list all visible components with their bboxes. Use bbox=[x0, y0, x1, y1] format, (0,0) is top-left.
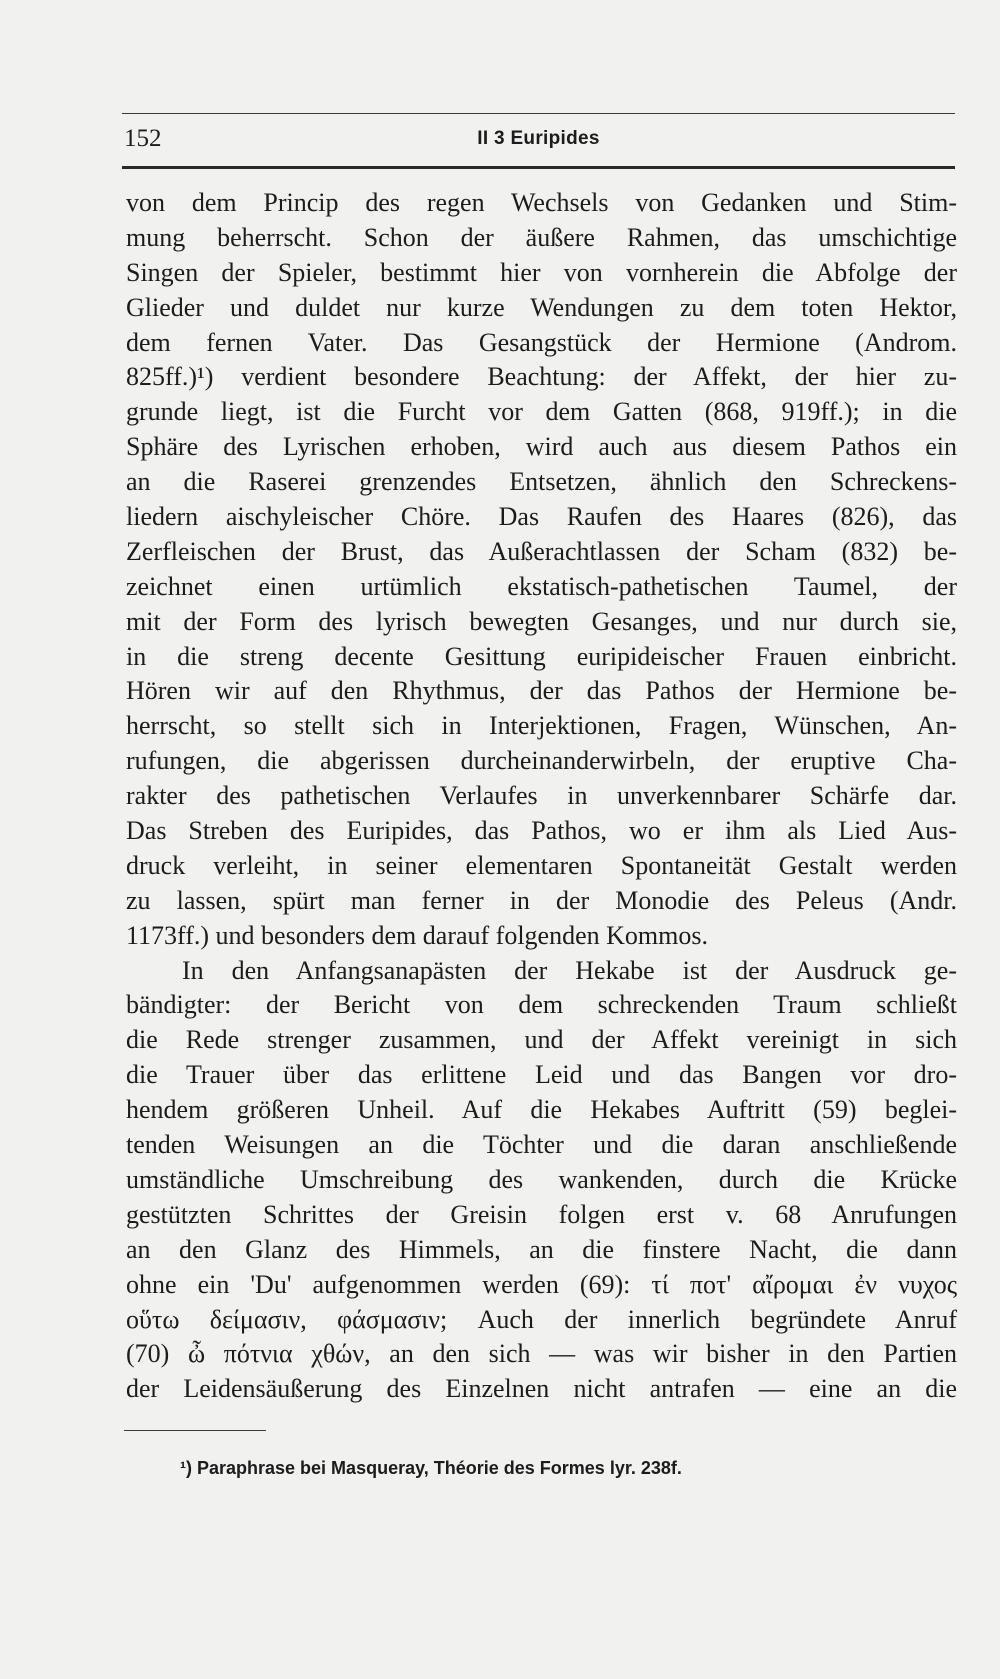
footnote: ¹) Paraphrase bei Masqueray, Théorie des Formes lyr. 238f. bbox=[180, 1458, 682, 1478]
text-line: an die Raserei grenzendes Entsetzen, ähnlich den Schreckens- bbox=[126, 467, 957, 497]
text-line: Zerfleischen der Brust, das Außerachtlassen der Scham (832) be- bbox=[126, 536, 957, 566]
text-line: Hören wir auf den Rhythmus, der das Pathos der Hermione be- bbox=[126, 676, 957, 706]
text-line: mit der Form des lyrisch bewegten Gesanges, und nur durch sie, bbox=[126, 606, 957, 636]
text-line: (70) ὦ πότνια χθών, an den sich — was wir bisher in den Partien bbox=[126, 1339, 957, 1369]
text-line: an den Glanz des Himmels, an die finstere Nacht, die dann bbox=[126, 1234, 957, 1264]
text-line: in die streng decente Gesittung euripideischer Frauen einbricht. bbox=[126, 641, 957, 671]
text-line: zu lassen, spürt man ferner in der Monodie des Peleus (Andr. bbox=[126, 885, 957, 915]
running-title: II 3 Euripides bbox=[477, 128, 600, 149]
text-line: In den Anfangsanapästen der Hekabe ist der Ausdruck ge- bbox=[182, 955, 957, 985]
text-line: ohne ein 'Du' aufgenommen werden (69): τί ποτ' αἴρομαι ἐν νυχος bbox=[126, 1269, 957, 1299]
text-line: bändigter: der Bericht von dem schreckenden Traum schließt bbox=[126, 990, 957, 1020]
text-line: mung beherrscht. Schon der äußere Rahmen, das umschichtige bbox=[126, 222, 957, 252]
text-line: rakter des pathetischen Verlaufes in unverkennbarer Schärfe dar. bbox=[126, 781, 957, 811]
text-line: die Rede strenger zusammen, und der Affekt vereinigt in sich bbox=[126, 1025, 957, 1055]
text-line: druck verleiht, in seiner elementaren Spontaneität Gestalt werden bbox=[126, 850, 957, 880]
page-header bbox=[122, 124, 955, 154]
page-number: 152 bbox=[124, 125, 162, 152]
text-line: zeichnet einen urtümlich ekstatisch-pathetischen Taumel, der bbox=[126, 571, 957, 601]
header-rule bbox=[122, 166, 955, 169]
body-text bbox=[126, 186, 957, 1407]
text-line: 1173ff.) und besonders dem darauf folgenden Kommos. bbox=[126, 920, 708, 950]
text-line: 825ff.)¹) verdient besondere Beachtung: der Affekt, der hier zu- bbox=[126, 362, 957, 392]
text-line: gestützten Schrittes der Greisin folgen erst v. 68 Anrufungen bbox=[126, 1199, 957, 1229]
text-line: tenden Weisungen an die Töchter und die daran anschließende bbox=[126, 1130, 957, 1160]
text-line: von dem Princip des regen Wechsels von Gedanken und Stim- bbox=[126, 188, 957, 217]
text-line: liedern aischyleischer Chöre. Das Raufen des Haares (826), das bbox=[126, 502, 957, 532]
text-line: dem fernen Vater. Das Gesangstück der Hermione (Androm. bbox=[126, 327, 957, 357]
footnote-rule bbox=[124, 1430, 266, 1431]
text-line: Glieder und duldet nur kurze Wendungen zu dem toten Hektor, bbox=[126, 292, 957, 322]
text-line: Das Streben des Euripides, das Pathos, wo er ihm als Lied Aus- bbox=[126, 816, 957, 846]
text-line: umständliche Umschreibung des wankenden, durch die Krücke bbox=[126, 1164, 957, 1194]
text-line: rufungen, die abgerissen durcheinanderwirbeln, der eruptive Cha- bbox=[126, 746, 957, 776]
text-line: die Trauer über das erlittene Leid und das Bangen vor dro- bbox=[126, 1060, 957, 1090]
text-line: Singen der Spieler, bestimmt hier von vornherein die Abfolge der bbox=[126, 257, 957, 287]
text-line: Sphäre des Lyrischen erhoben, wird auch aus diesem Pathos ein bbox=[126, 432, 957, 462]
top-rule bbox=[122, 113, 955, 114]
text-line: der Leidensäußerung des Einzelnen nicht antrafen — eine an die bbox=[126, 1374, 957, 1404]
text-line: grunde liegt, ist die Furcht vor dem Gatten (868, 919ff.); in die bbox=[126, 397, 957, 427]
text-line: herrscht, so stellt sich in Interjektionen, Fragen, Wünschen, An- bbox=[126, 711, 957, 741]
text-line: οὕτω δείμασιν, φάσμασιν; Auch der innerlich begründete Anruf bbox=[126, 1304, 957, 1334]
text-line: hendem größeren Unheil. Auf die Hekabes Auftritt (59) beglei- bbox=[126, 1095, 957, 1125]
